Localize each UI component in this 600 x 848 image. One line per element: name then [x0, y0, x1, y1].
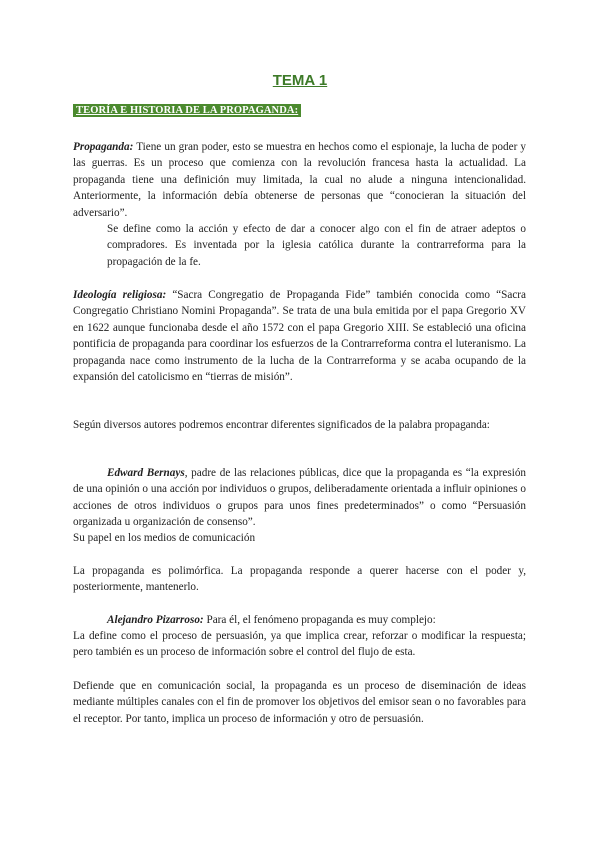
- paragraph-text: , padre de las relaciones públicas, dice que la propaganda es “la expresión de una opinión o una acción por individuos o grupos, deliberadamente orientada a influir opiniones o acciones de otros individuos o grupos para unos fines predeterminados” o como “Persuasión organizada u organización de consenso”.: [73, 467, 527, 529]
- paragraph-pizarroso: [73, 612, 526, 628]
- paragraph-lead: Ideología religiosa:: [73, 289, 167, 301]
- paragraph-text: Su papel en los medios de comunicación: [73, 532, 256, 544]
- paragraph-text: “Sacra Congregatio de Propaganda Fide” también conocida como “Sacra Congregatio Christiano Nomini Propaganda”. Se trata de una bula emitida por el papa Gregorio XV en 1622 aunque funcionaba desde el año 1572 con el papa Gregorio XIII. Se estableció una oficina pontificia de propaganda para coordinar los esfuerzos de la Contrarreforma contra el luteranismo. La propaganda nace como instrumento de la lucha de la Contrarreforma y se acaba ocupando de la expansión del catolicismo en “tierras de misión”.: [73, 289, 526, 384]
- page-title: TEMA 1: [272, 72, 328, 89]
- paragraph-comunicacion-social: [73, 678, 526, 727]
- paragraph-text: Se define como la acción y efecto de dar a conocer algo con el fin de atraer adeptos o compradores. Es inventada por la iglesia católica durante la contrarreforma para la propagación de la fe.: [107, 223, 526, 268]
- section-heading: TEORÍA E HISTORIA DE LA PROPAGANDA:: [73, 104, 301, 117]
- paragraph-propaganda: [73, 139, 526, 221]
- paragraph-text: La define como el proceso de persuasión, ya que implica crear, reforzar o modificar la respuesta; pero también es un proceso de información sobre el control del flujo de esta.: [73, 630, 526, 659]
- paragraph-text: Según diversos autores podremos encontrar diferentes significados de la palabra propaganda:: [73, 419, 490, 431]
- paragraph-text: La propaganda es polimórfica. La propaganda responde a querer hacerse con el poder y, posteriormente, mantenerlo.: [73, 565, 526, 594]
- paragraph-polimorfica: [73, 563, 526, 596]
- paragraph-papel-medios: [73, 530, 526, 546]
- paragraph-lead: Propaganda:: [73, 141, 134, 153]
- paragraph-persuasion: [73, 628, 526, 661]
- paragraph-text: Defiende que en comunicación social, la propaganda es un proceso de diseminación de ideas mediante múltiples canales con el fin de promover los objetivos del emisor sean o no favorables para el receptor. Por tanto, implica un proceso de información y otro de persuasión.: [73, 680, 526, 725]
- paragraph-autores: [73, 417, 526, 433]
- paragraph-bernays: [73, 465, 526, 531]
- paragraph-text: Tiene un gran poder, esto se muestra en hechos como el espionaje, la lucha de poder y las guerras. Es un proceso que comienza con la revolución francesa hasta la actualidad. La propaganda tiene una definición muy limitada, la cual no alude a ninguna intencionalidad. Anteriormente, la información debía obtenerse de personas que “conocieran la situación del adversario”.: [73, 141, 526, 219]
- paragraph-text: Para él, el fenómeno propaganda es muy complejo:: [203, 614, 436, 626]
- paragraph-ideologia: [73, 287, 526, 385]
- paragraph-lead: Edward Bernays: [107, 467, 185, 479]
- paragraph-definition: [107, 221, 526, 270]
- paragraph-lead: Alejandro Pizarroso:: [107, 614, 204, 626]
